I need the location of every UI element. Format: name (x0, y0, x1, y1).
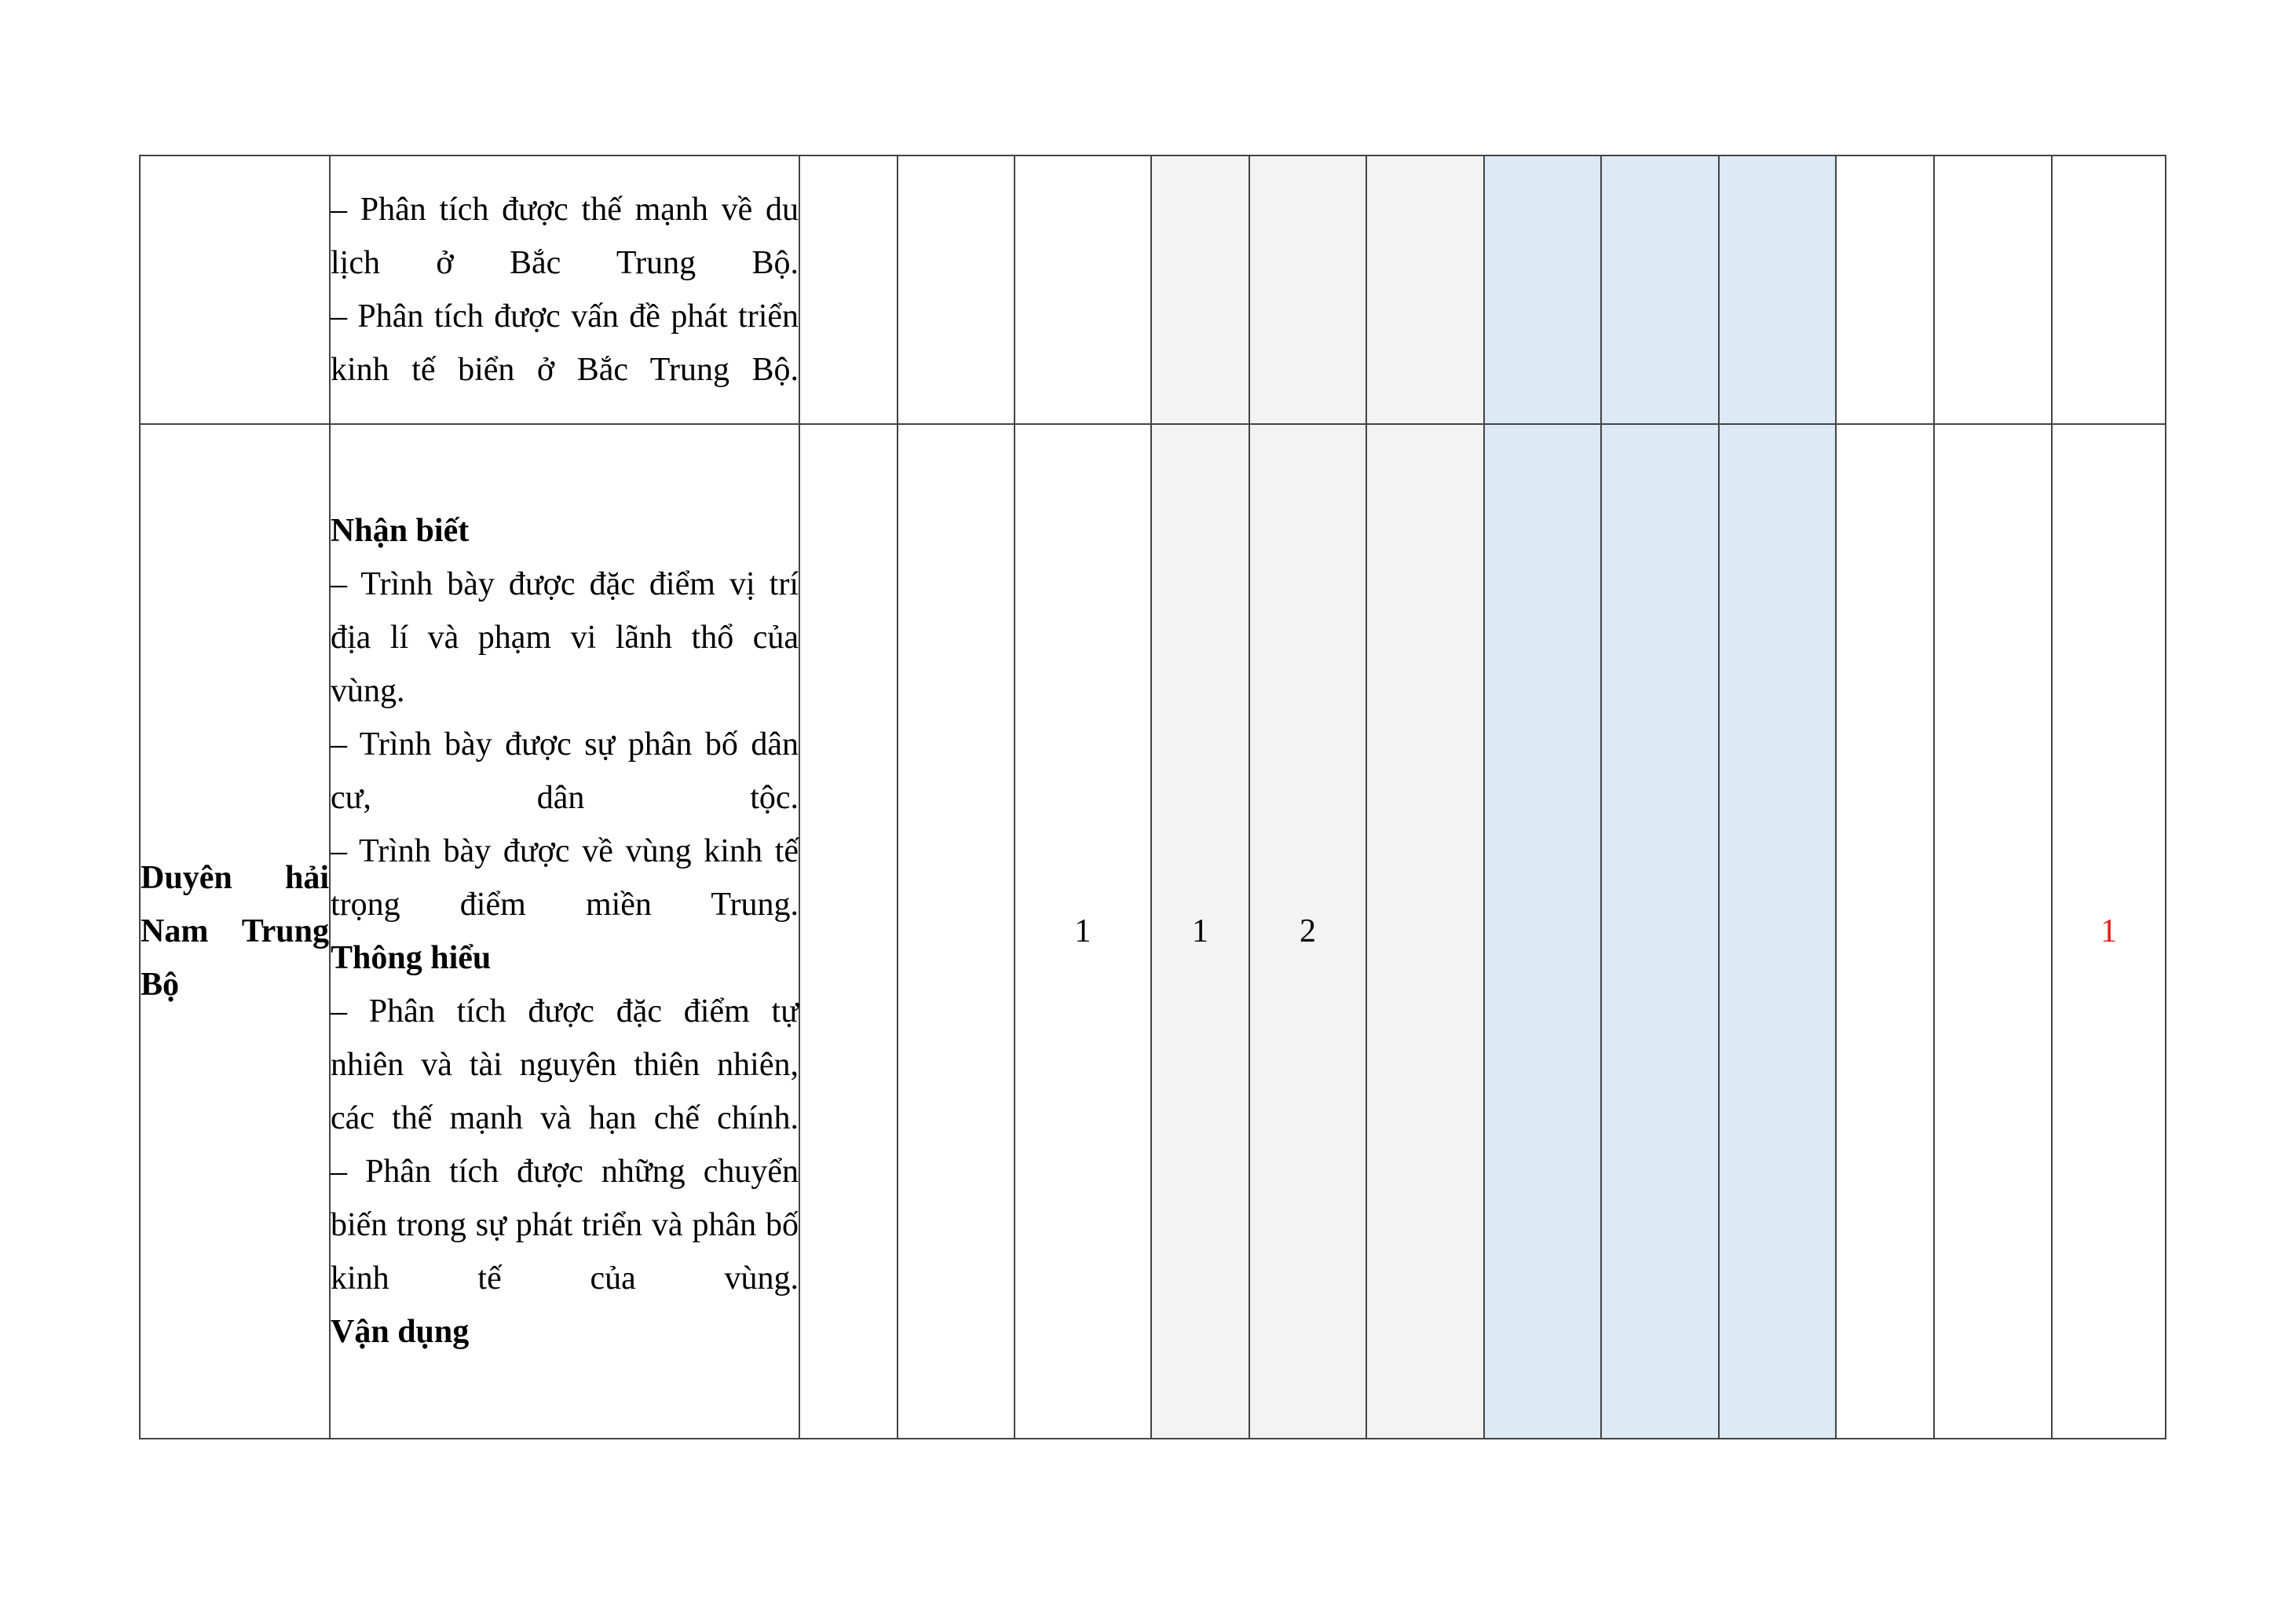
count-cell (799, 155, 898, 424)
count-cell (1719, 155, 1836, 424)
count-cell (1719, 424, 1836, 1439)
level-heading: Nhận biết (331, 513, 470, 549)
count-cell (1366, 424, 1484, 1439)
count-cell (1601, 424, 1719, 1439)
count-cell (1836, 155, 1934, 424)
level-heading: Thông hiểu (331, 940, 492, 976)
topic-cell (140, 155, 330, 424)
count-cell (1484, 424, 1601, 1439)
count-cell: 1 (2052, 424, 2166, 1439)
count-cell (1934, 155, 2052, 424)
table-row (140, 155, 2166, 424)
count-cell: 1 (1015, 424, 1151, 1439)
level-heading: Vận dụng (331, 1314, 470, 1350)
count-cell (1836, 424, 1934, 1439)
count-cell (1366, 155, 1484, 424)
requirement-line: – Phân tích được những chuyển biến trong sự phát triển và phân bố kinh tế của vùng. (331, 1154, 799, 1297)
requirements-cell (330, 424, 799, 1439)
specification-matrix-table (139, 155, 2166, 1439)
requirement-line: – Phân tích được thế mạnh về du lịch ở Bắc Trung Bộ. (331, 192, 799, 281)
requirement-line: – Trình bày được sự phân bố dân cư, dân tộc. (331, 726, 799, 816)
count-cell (1601, 155, 1719, 424)
table-row (140, 424, 2166, 1439)
count-cell (2052, 155, 2166, 424)
count-cell (898, 424, 1015, 1439)
count-cell (1249, 155, 1366, 424)
requirement-line: – Phân tích được vấn đề phát triển kinh tế biển ở Bắc Trung Bộ. (331, 298, 799, 388)
requirements-cell (330, 155, 799, 424)
count-cell (1151, 155, 1249, 424)
count-cell: 1 (1151, 424, 1249, 1439)
count-cell (799, 424, 898, 1439)
requirement-line: – Trình bày được về vùng kinh tế trọng điểm miền Trung. (331, 833, 799, 923)
count-cell (1934, 424, 2052, 1439)
topic-label: Duyên hải Nam Trung Bộ (141, 860, 329, 1003)
count-cell (1484, 155, 1601, 424)
topic-cell (140, 424, 330, 1439)
requirement-line: – Phân tích được đặc điểm tự nhiên và tài nguyên thiên nhiên, các thế mạnh và hạn chế chính. (331, 993, 799, 1136)
requirement-line: – Trình bày được đặc điểm vị trí địa lí và phạm vi lãnh thổ của vùng. (331, 566, 799, 709)
count-cell (1015, 155, 1151, 424)
count-cell: 2 (1249, 424, 1366, 1439)
count-cell (898, 155, 1015, 424)
